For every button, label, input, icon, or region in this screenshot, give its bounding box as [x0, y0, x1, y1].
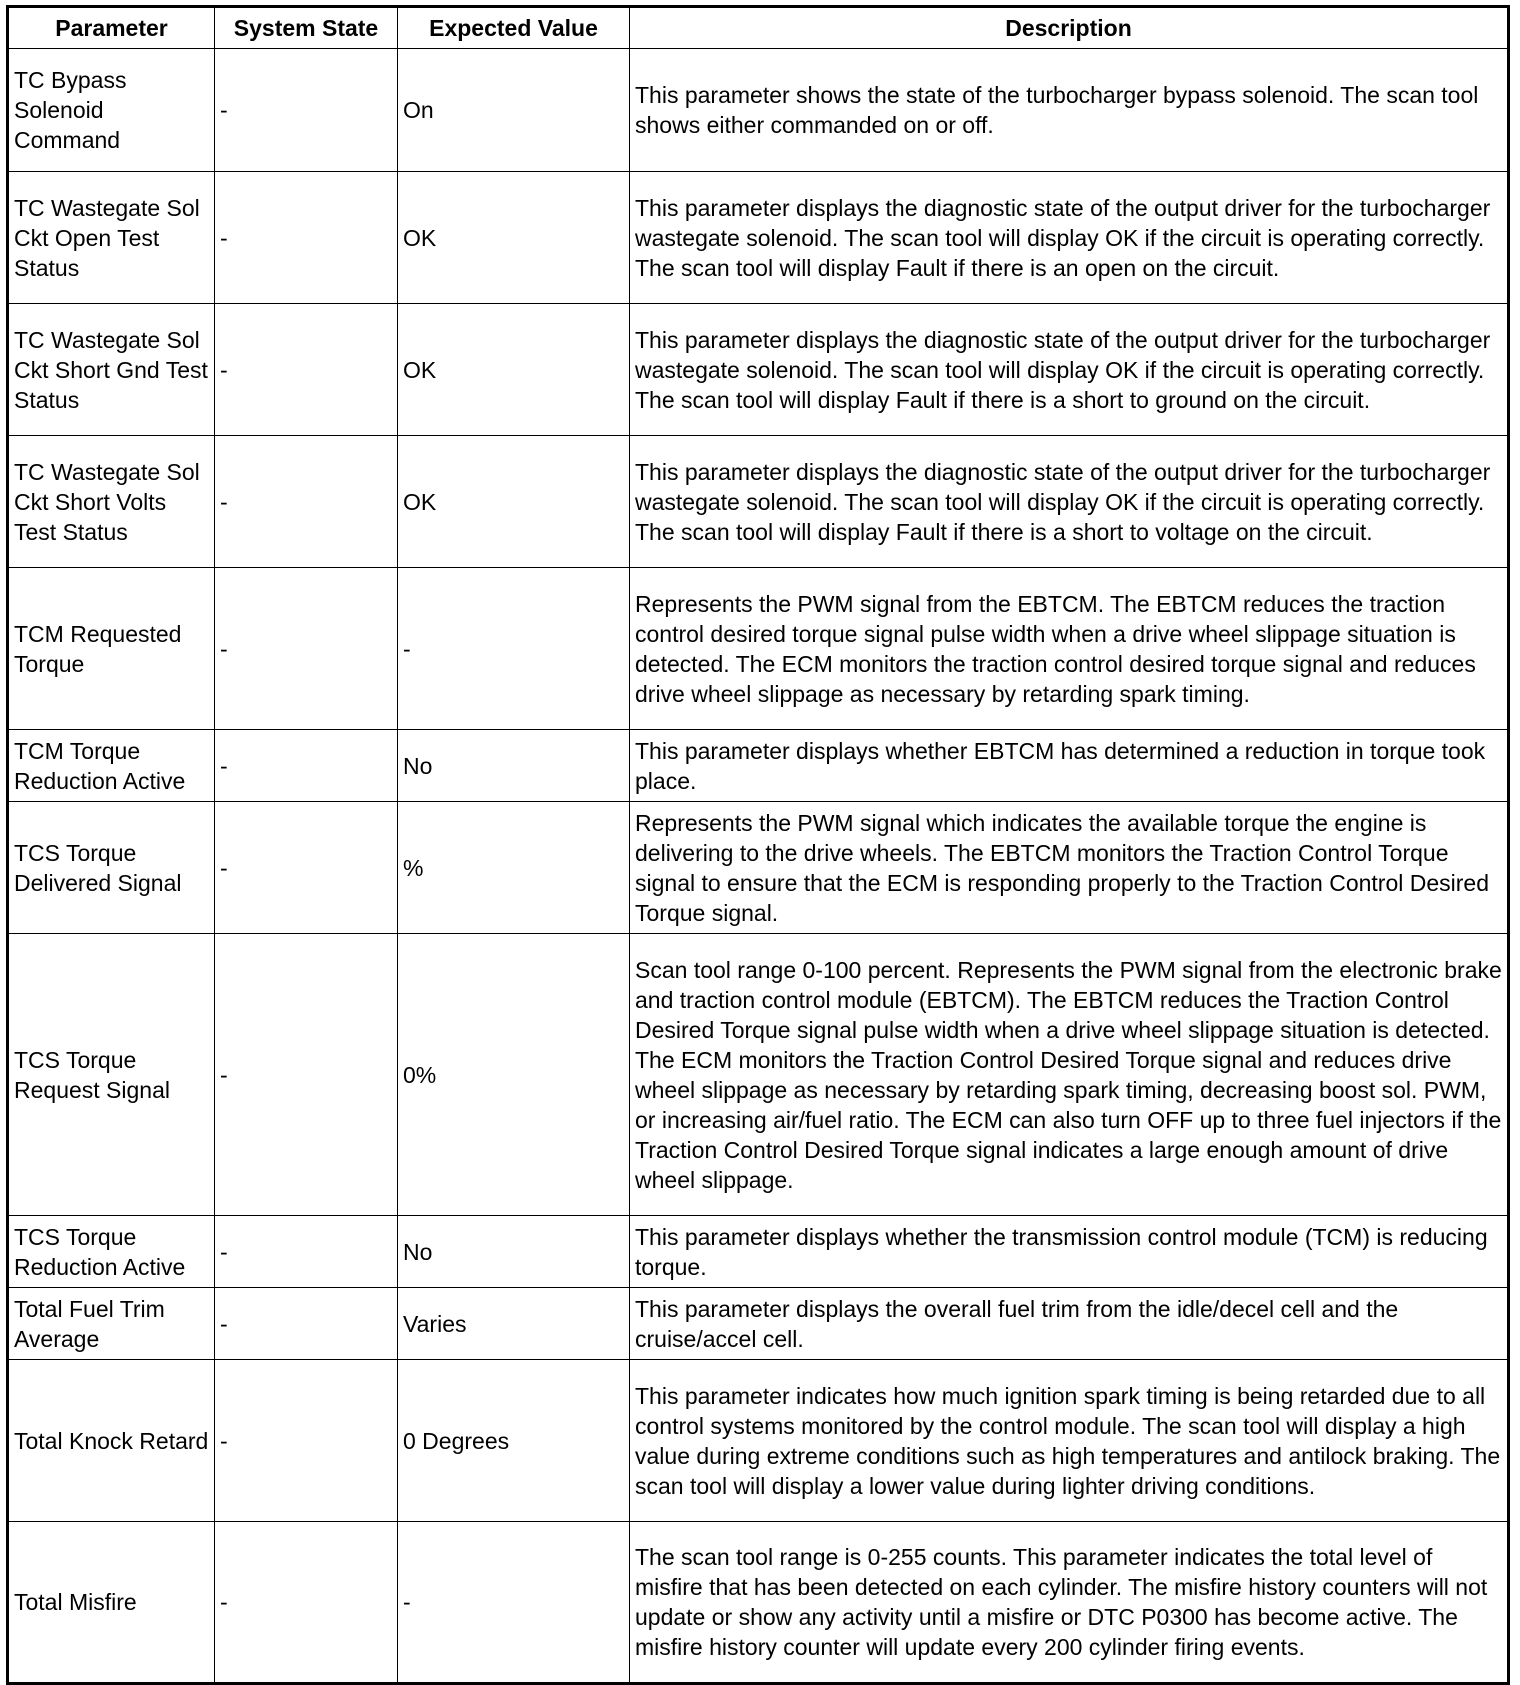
- cell-system-state: -: [215, 436, 398, 568]
- table-row: [8, 1288, 1509, 1360]
- cell-expected-value: OK: [398, 172, 630, 304]
- cell-parameter: TCS Torque Reduction Active: [8, 1216, 215, 1288]
- cell-parameter: TCM Torque Reduction Active: [8, 730, 215, 802]
- table-row: [8, 172, 1509, 304]
- cell-system-state: -: [215, 1360, 398, 1522]
- table-row: [8, 49, 1509, 172]
- cell-system-state: -: [215, 1522, 398, 1684]
- cell-expected-value: No: [398, 730, 630, 802]
- cell-system-state: -: [215, 172, 398, 304]
- table-row: [8, 436, 1509, 568]
- cell-system-state: -: [215, 1216, 398, 1288]
- cell-description: The scan tool range is 0-255 counts. This parameter indicates the total level of misfire that has been detected on each cylinder. The misfire history counters will not update or show any activity until a misfire or DTC P0300 has become active. The misfire history counter will update every 200 cylinder firing events.: [630, 1522, 1509, 1684]
- cell-system-state: -: [215, 49, 398, 172]
- cell-expected-value: 0 Degrees: [398, 1360, 630, 1522]
- table-row: [8, 730, 1509, 802]
- cell-expected-value: OK: [398, 436, 630, 568]
- cell-parameter: Total Knock Retard: [8, 1360, 215, 1522]
- cell-expected-value: OK: [398, 304, 630, 436]
- header-expected-value: Expected Value: [398, 7, 630, 49]
- cell-parameter: TCS Torque Delivered Signal: [8, 802, 215, 934]
- cell-description: This parameter displays the diagnostic state of the output driver for the turbocharger wastegate solenoid. The scan tool will display OK if the circuit is operating correctly. The scan tool will display Fault if there is a short to voltage on the circuit.: [630, 436, 1509, 568]
- table-row: [8, 1216, 1509, 1288]
- cell-parameter: TC Wastegate Sol Ckt Short Gnd Test Status: [8, 304, 215, 436]
- cell-parameter: TCM Requested Torque: [8, 568, 215, 730]
- cell-system-state: -: [215, 304, 398, 436]
- cell-parameter: TC Wastegate Sol Ckt Open Test Status: [8, 172, 215, 304]
- cell-description: This parameter displays the diagnostic state of the output driver for the turbocharger wastegate solenoid. The scan tool will display OK if the circuit is operating correctly. The scan tool will display Fault if there is a short to ground on the circuit.: [630, 304, 1509, 436]
- table-row: [8, 568, 1509, 730]
- cell-system-state: -: [215, 934, 398, 1216]
- table-row: [8, 1360, 1509, 1522]
- parameter-table: [6, 5, 1510, 1685]
- cell-expected-value: -: [398, 568, 630, 730]
- cell-system-state: -: [215, 802, 398, 934]
- cell-description: This parameter indicates how much ignition spark timing is being retarded due to all control systems monitored by the control module. The scan tool will display a high value during extreme conditions such as high temperatures and antilock braking. The scan tool will display a lower value during lighter driving conditions.: [630, 1360, 1509, 1522]
- cell-description: This parameter displays whether the transmission control module (TCM) is reducing torque.: [630, 1216, 1509, 1288]
- table-row: [8, 802, 1509, 934]
- table-row: [8, 934, 1509, 1216]
- table-row: [8, 1522, 1509, 1684]
- cell-description: This parameter displays whether EBTCM has determined a reduction in torque took place.: [630, 730, 1509, 802]
- header-parameter: Parameter: [8, 7, 215, 49]
- cell-parameter: TCS Torque Request Signal: [8, 934, 215, 1216]
- header-row: [8, 7, 1509, 49]
- cell-parameter: TC Bypass Solenoid Command: [8, 49, 215, 172]
- cell-description: Represents the PWM signal from the EBTCM. The EBTCM reduces the traction control desired torque signal pulse width when a drive wheel slippage situation is detected. The ECM monitors the traction control desired torque signal and reduces drive wheel slippage as necessary by retarding spark timing.: [630, 568, 1509, 730]
- cell-expected-value: On: [398, 49, 630, 172]
- cell-system-state: -: [215, 568, 398, 730]
- cell-expected-value: No: [398, 1216, 630, 1288]
- cell-description: Represents the PWM signal which indicates the available torque the engine is delivering to the drive wheels. The EBTCM monitors the Traction Control Torque signal to ensure that the ECM is responding properly to the Traction Control Desired Torque signal.: [630, 802, 1509, 934]
- cell-parameter: Total Misfire: [8, 1522, 215, 1684]
- cell-system-state: -: [215, 1288, 398, 1360]
- cell-expected-value: 0%: [398, 934, 630, 1216]
- cell-description: This parameter displays the diagnostic state of the output driver for the turbocharger wastegate solenoid. The scan tool will display OK if the circuit is operating correctly. The scan tool will display Fault if there is an open on the circuit.: [630, 172, 1509, 304]
- header-system-state: System State: [215, 7, 398, 49]
- cell-parameter: Total Fuel Trim Average: [8, 1288, 215, 1360]
- cell-expected-value: Varies: [398, 1288, 630, 1360]
- table-row: [8, 304, 1509, 436]
- header-description: Description: [630, 7, 1509, 49]
- cell-description: Scan tool range 0-100 percent. Represents the PWM signal from the electronic brake and traction control module (EBTCM). The EBTCM reduces the Traction Control Desired Torque signal pulse width when a drive wheel slippage situation is detected. The ECM monitors the Traction Control Desired Torque signal and reduces drive wheel slippage as necessary by retarding spark timing, decreasing boost sol. PWM, or increasing air/fuel ratio. The ECM can also turn OFF up to three fuel injectors if the Traction Control Desired Torque signal indicates a large enough amount of drive wheel slippage.: [630, 934, 1509, 1216]
- cell-description: This parameter shows the state of the turbocharger bypass solenoid. The scan tool shows either commanded on or off.: [630, 49, 1509, 172]
- cell-parameter: TC Wastegate Sol Ckt Short Volts Test Status: [8, 436, 215, 568]
- cell-system-state: -: [215, 730, 398, 802]
- cell-expected-value: -: [398, 1522, 630, 1684]
- cell-description: This parameter displays the overall fuel trim from the idle/decel cell and the cruise/accel cell.: [630, 1288, 1509, 1360]
- cell-expected-value: %: [398, 802, 630, 934]
